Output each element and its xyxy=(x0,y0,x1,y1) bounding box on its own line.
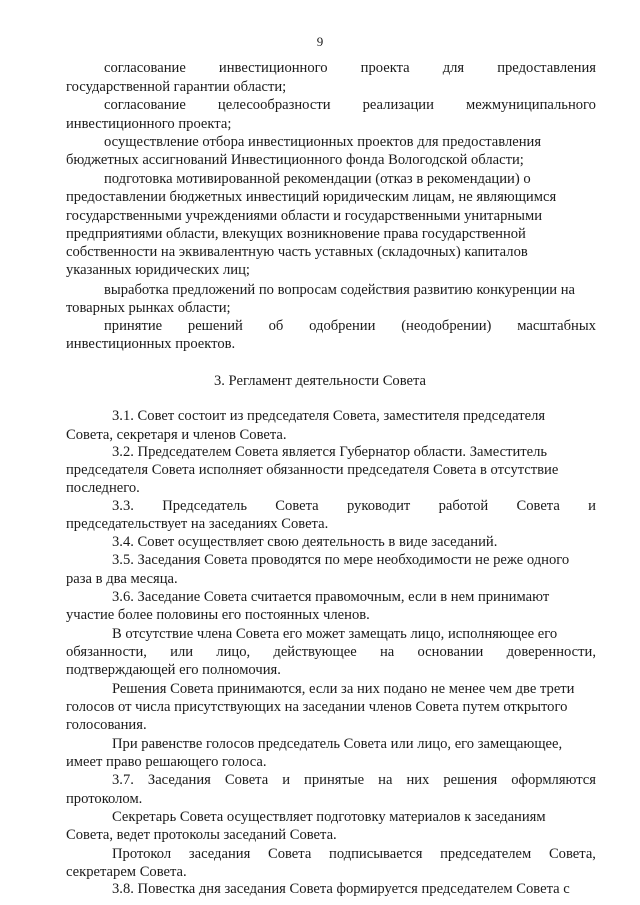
word: согласование xyxy=(104,60,186,76)
text-line: инвестиционного проекта; xyxy=(66,116,232,132)
text-line: подтверждающей его полномочия. xyxy=(66,662,281,678)
word: оформляются xyxy=(511,772,596,788)
text-line: имеет право решающего голоса. xyxy=(66,754,267,770)
word: одобрении xyxy=(309,318,376,334)
text-line: осуществление отбора инвестиционных проектов для предоставления xyxy=(104,134,542,150)
text-line: председательствует на заседаниях Совета. xyxy=(66,516,329,532)
text-line: государственными учреждениями области и государственными унитарными xyxy=(66,208,543,224)
text-line: председателя Совета исполняет обязанности председателя Совета в отсутствие xyxy=(66,462,559,478)
text-line: предприятиями области, влекущих возникновение права государственной xyxy=(66,226,526,242)
word: 3.3. xyxy=(112,498,134,514)
word: Совета xyxy=(275,498,319,514)
word: на xyxy=(379,644,395,660)
text-line xyxy=(104,96,596,114)
text-line: Решения Совета принимаются, если за них подано не менее чем две трети xyxy=(112,681,575,697)
text-line: 3.4. Совет осуществляет свою деятельность в виде заседаний. xyxy=(112,534,498,550)
text-line: голосов от числа присутствующих на заседании членов Совета путем открытого xyxy=(66,699,568,715)
page-number: 9 xyxy=(316,34,324,49)
text-line: 3.6. Заседание Совета считается правомочным, если в нем принимают xyxy=(112,589,550,605)
text-line: В отсутствие члена Совета его может замещать лицо, исполняющее его xyxy=(112,626,558,642)
text-line: указанных юридических лиц; xyxy=(66,262,250,278)
text-line: голосования. xyxy=(66,717,147,733)
text-line: протоколом. xyxy=(66,791,143,807)
text-line xyxy=(66,643,596,661)
text-line xyxy=(112,497,596,515)
word: лицо, xyxy=(216,644,251,660)
text-line xyxy=(112,771,596,789)
word: и xyxy=(282,772,291,788)
word: обязанности, xyxy=(66,644,147,660)
text-line: участие более половины его постоянных членов. xyxy=(66,607,370,623)
word: заседания xyxy=(188,846,251,862)
word: на xyxy=(378,772,393,788)
text-line: 3.5. Заседания Совета проводятся по мере необходимости не реже одного xyxy=(112,552,570,568)
word: Совета xyxy=(224,772,269,788)
word: для xyxy=(442,60,465,76)
word: принятие xyxy=(104,318,163,334)
word: руководит xyxy=(346,498,411,514)
word: решений xyxy=(187,318,243,334)
word: межмуниципального xyxy=(466,97,596,113)
text-line: 3.1. Совет состоит из председателя Совета, заместителя председателя xyxy=(112,408,546,424)
word: масштабных xyxy=(517,318,596,334)
word: действующее xyxy=(273,644,357,660)
word: или xyxy=(170,644,194,660)
word: инвестиционного xyxy=(218,60,328,76)
text-line: бюджетных ассигнований Инвестиционного фонда Вологодской области; xyxy=(66,152,524,168)
word: председателем xyxy=(440,846,532,862)
word: подписывается xyxy=(329,846,423,862)
word: Председатель xyxy=(162,498,247,514)
text-line xyxy=(104,317,596,335)
text-line: инвестиционных проектов. xyxy=(66,336,236,352)
word: предоставления xyxy=(497,60,596,76)
word: проекта xyxy=(360,60,410,76)
text-line: 3.2. Председателем Совета является Губернатор области. Заместитель xyxy=(112,444,548,460)
text-line: Совета, ведет протоколы заседаний Совета. xyxy=(66,827,337,843)
word: Заседания xyxy=(147,772,211,788)
word: Совета xyxy=(267,846,312,862)
section-heading: 3. Регламент деятельности Совета xyxy=(213,373,427,389)
word: реализации xyxy=(362,97,434,113)
word: целесообразности xyxy=(217,97,331,113)
word: согласование xyxy=(104,97,186,113)
word: и xyxy=(588,498,596,514)
text-line: товарных рынках области; xyxy=(66,300,231,316)
text-line xyxy=(112,845,596,863)
word: Протокол xyxy=(112,846,172,862)
word: об xyxy=(268,318,284,334)
word: основании xyxy=(417,644,484,660)
text-line: При равенстве голосов председатель Совета или лицо, его замещающее, xyxy=(112,736,563,752)
word: Совета, xyxy=(548,846,596,862)
text-line: Совета, секретаря и членов Совета. xyxy=(66,427,287,443)
text-line: Секретарь Совета осуществляет подготовку материалов к заседаниям xyxy=(112,809,546,825)
word: Совета xyxy=(516,498,560,514)
word: решения xyxy=(443,772,498,788)
text-line: выработка предложений по вопросам содействия развитию конкуренции на xyxy=(104,282,576,298)
text-line: собственности на эквивалентную часть уставных (складочных) капиталов xyxy=(66,244,528,260)
word: доверенности, xyxy=(506,644,596,660)
word: (неодобрении) xyxy=(401,318,492,334)
word: них xyxy=(406,772,430,788)
text-line: предоставлении бюджетных инвестиций юридическим лицам, не являющимся xyxy=(66,189,557,205)
text-line: государственной гарантии области; xyxy=(66,79,287,95)
text-line: раза в два месяца. xyxy=(66,571,178,587)
text-line: секретарем Совета. xyxy=(66,864,187,880)
word: работой xyxy=(438,498,489,514)
word: 3.7. xyxy=(112,772,134,788)
text-line xyxy=(104,59,596,77)
text-line: подготовка мотивированной рекомендации (отказ в рекомендации) о xyxy=(104,171,531,187)
word: принятые xyxy=(304,772,365,788)
text-line: последнего. xyxy=(66,480,140,496)
text-line: 3.8. Повестка дня заседания Совета формируется председателем Совета с xyxy=(112,881,570,897)
